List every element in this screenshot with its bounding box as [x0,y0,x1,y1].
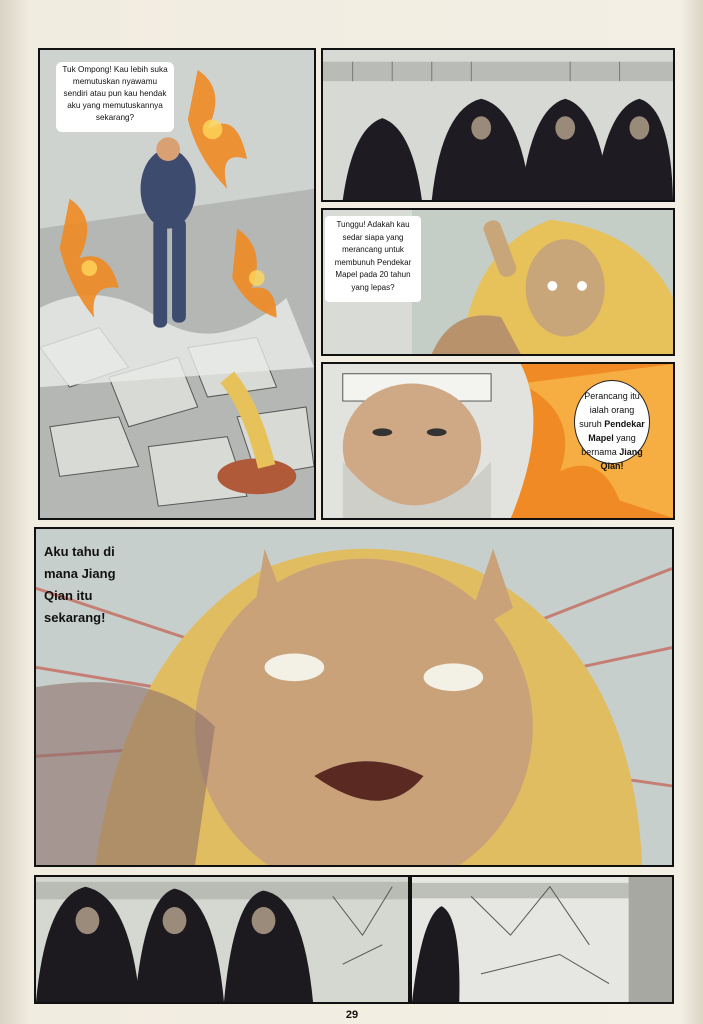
panel-fleeing-figure [410,875,674,1004]
speech-bubble-1: Tuk Ompong! Kau lebih suka memutuskan nyawamu sendiri atau pun kau hendak aku yang memutuskannya sekarang? [56,62,174,132]
panel-hooded-figures [321,48,675,202]
speech-3-name-b: Jiang Qian! [600,447,643,471]
speech-bubble-2: Tunggu! Adakah kau sedar siapa yang merancang untuk membunuh Pendekar Mapel pada 20 tahun yang lepas? [325,216,421,302]
panel-old-man [321,362,675,520]
panel-demon-pointing [321,208,675,356]
speech-3-text-b: yang bernama [581,433,636,457]
panel-hooded-trio [34,875,410,1004]
panel-fire-warrior [38,48,316,520]
fleeing-figure-artwork [412,877,672,1002]
panel-demon-face [34,527,674,867]
hooded-figures-artwork [323,50,673,200]
speech-3-text-a: Perancang itu ialah orang suruh [579,391,640,429]
hooded-trio-artwork [36,877,408,1002]
speech-bubble-4: Aku tahu di mana Jiang Qian itu sekarang! [44,544,116,625]
speech-bubble-3 [574,380,650,471]
page-number: 29 [345,1009,359,1021]
speech-3-name-a: Pendekar Mapel [588,419,645,443]
